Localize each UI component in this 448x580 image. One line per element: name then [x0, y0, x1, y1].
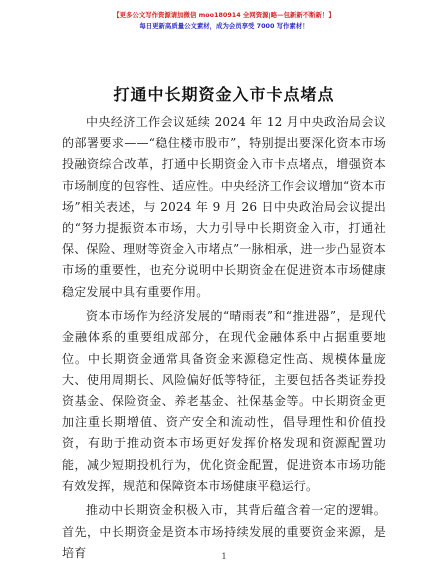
body-paragraph-1: 中央经济工作会议延续 2024 年 12 月中央政治局会议的部署要求——“稳住楼市股市”，特别提出要深化资本市场投融资综合改革，打通中长期资金入市卡点堵点，增强资本市场制度的包容性、适应性。中央经济工作会议增加“资本市场”相关表述，与 2024 年 9 月 26 日中央政治局会议提出的“努力提振资本市场，大力引导中长期资金入市，打通社保、保险、理财等资金入市堵点”一脉相承，进一步凸显资本市场的重要性，也充分说明中长期资金在促进资本市场健康稳定发展中具有重要作用。	[62, 115, 386, 299]
promo-banner-line-1: 【更多公文写作资源请加微信 moo180914 全网资源|略—包新新不断新！】	[113, 11, 335, 19]
body-paragraph-2: 资本市场作为经济发展的“晴雨表”和“推进器”，是现代金融体系的重要组成部分，在现代金融体系中占据重要地位。中长期资金通常具备资金来源稳定性高、规模体量庞大、使用周期长、风险偏好低等特征，主要包括各类证券投资基金、保险资金、养老基金、社保基金等。中长期资金更加注重长期增值、资产安全和流动性，倡导理性和价值投资，有助于推动资本市场更好发挥价格发现和资源配置功能，减少短期投机行为，优化资金配置，促进资本市场功能有效发挥，规范和保障资本市场健康平稳运行。	[62, 309, 386, 493]
promo-banner	[0, 10, 448, 32]
page-number: 1	[221, 552, 227, 561]
document-body	[62, 112, 386, 564]
document-title: 打通中长期资金入市卡点堵点	[113, 85, 335, 104]
body-paragraph-3: 推动中长期资金积极入市，其背后蕴含着一定的逻辑。首先，中长期资金是资本市场持续发展的重要资金来源，是培育	[62, 503, 386, 560]
promo-banner-line-2: 每日更新高质量公文素材，成为会员享受 7000 写作素材！	[139, 22, 309, 30]
